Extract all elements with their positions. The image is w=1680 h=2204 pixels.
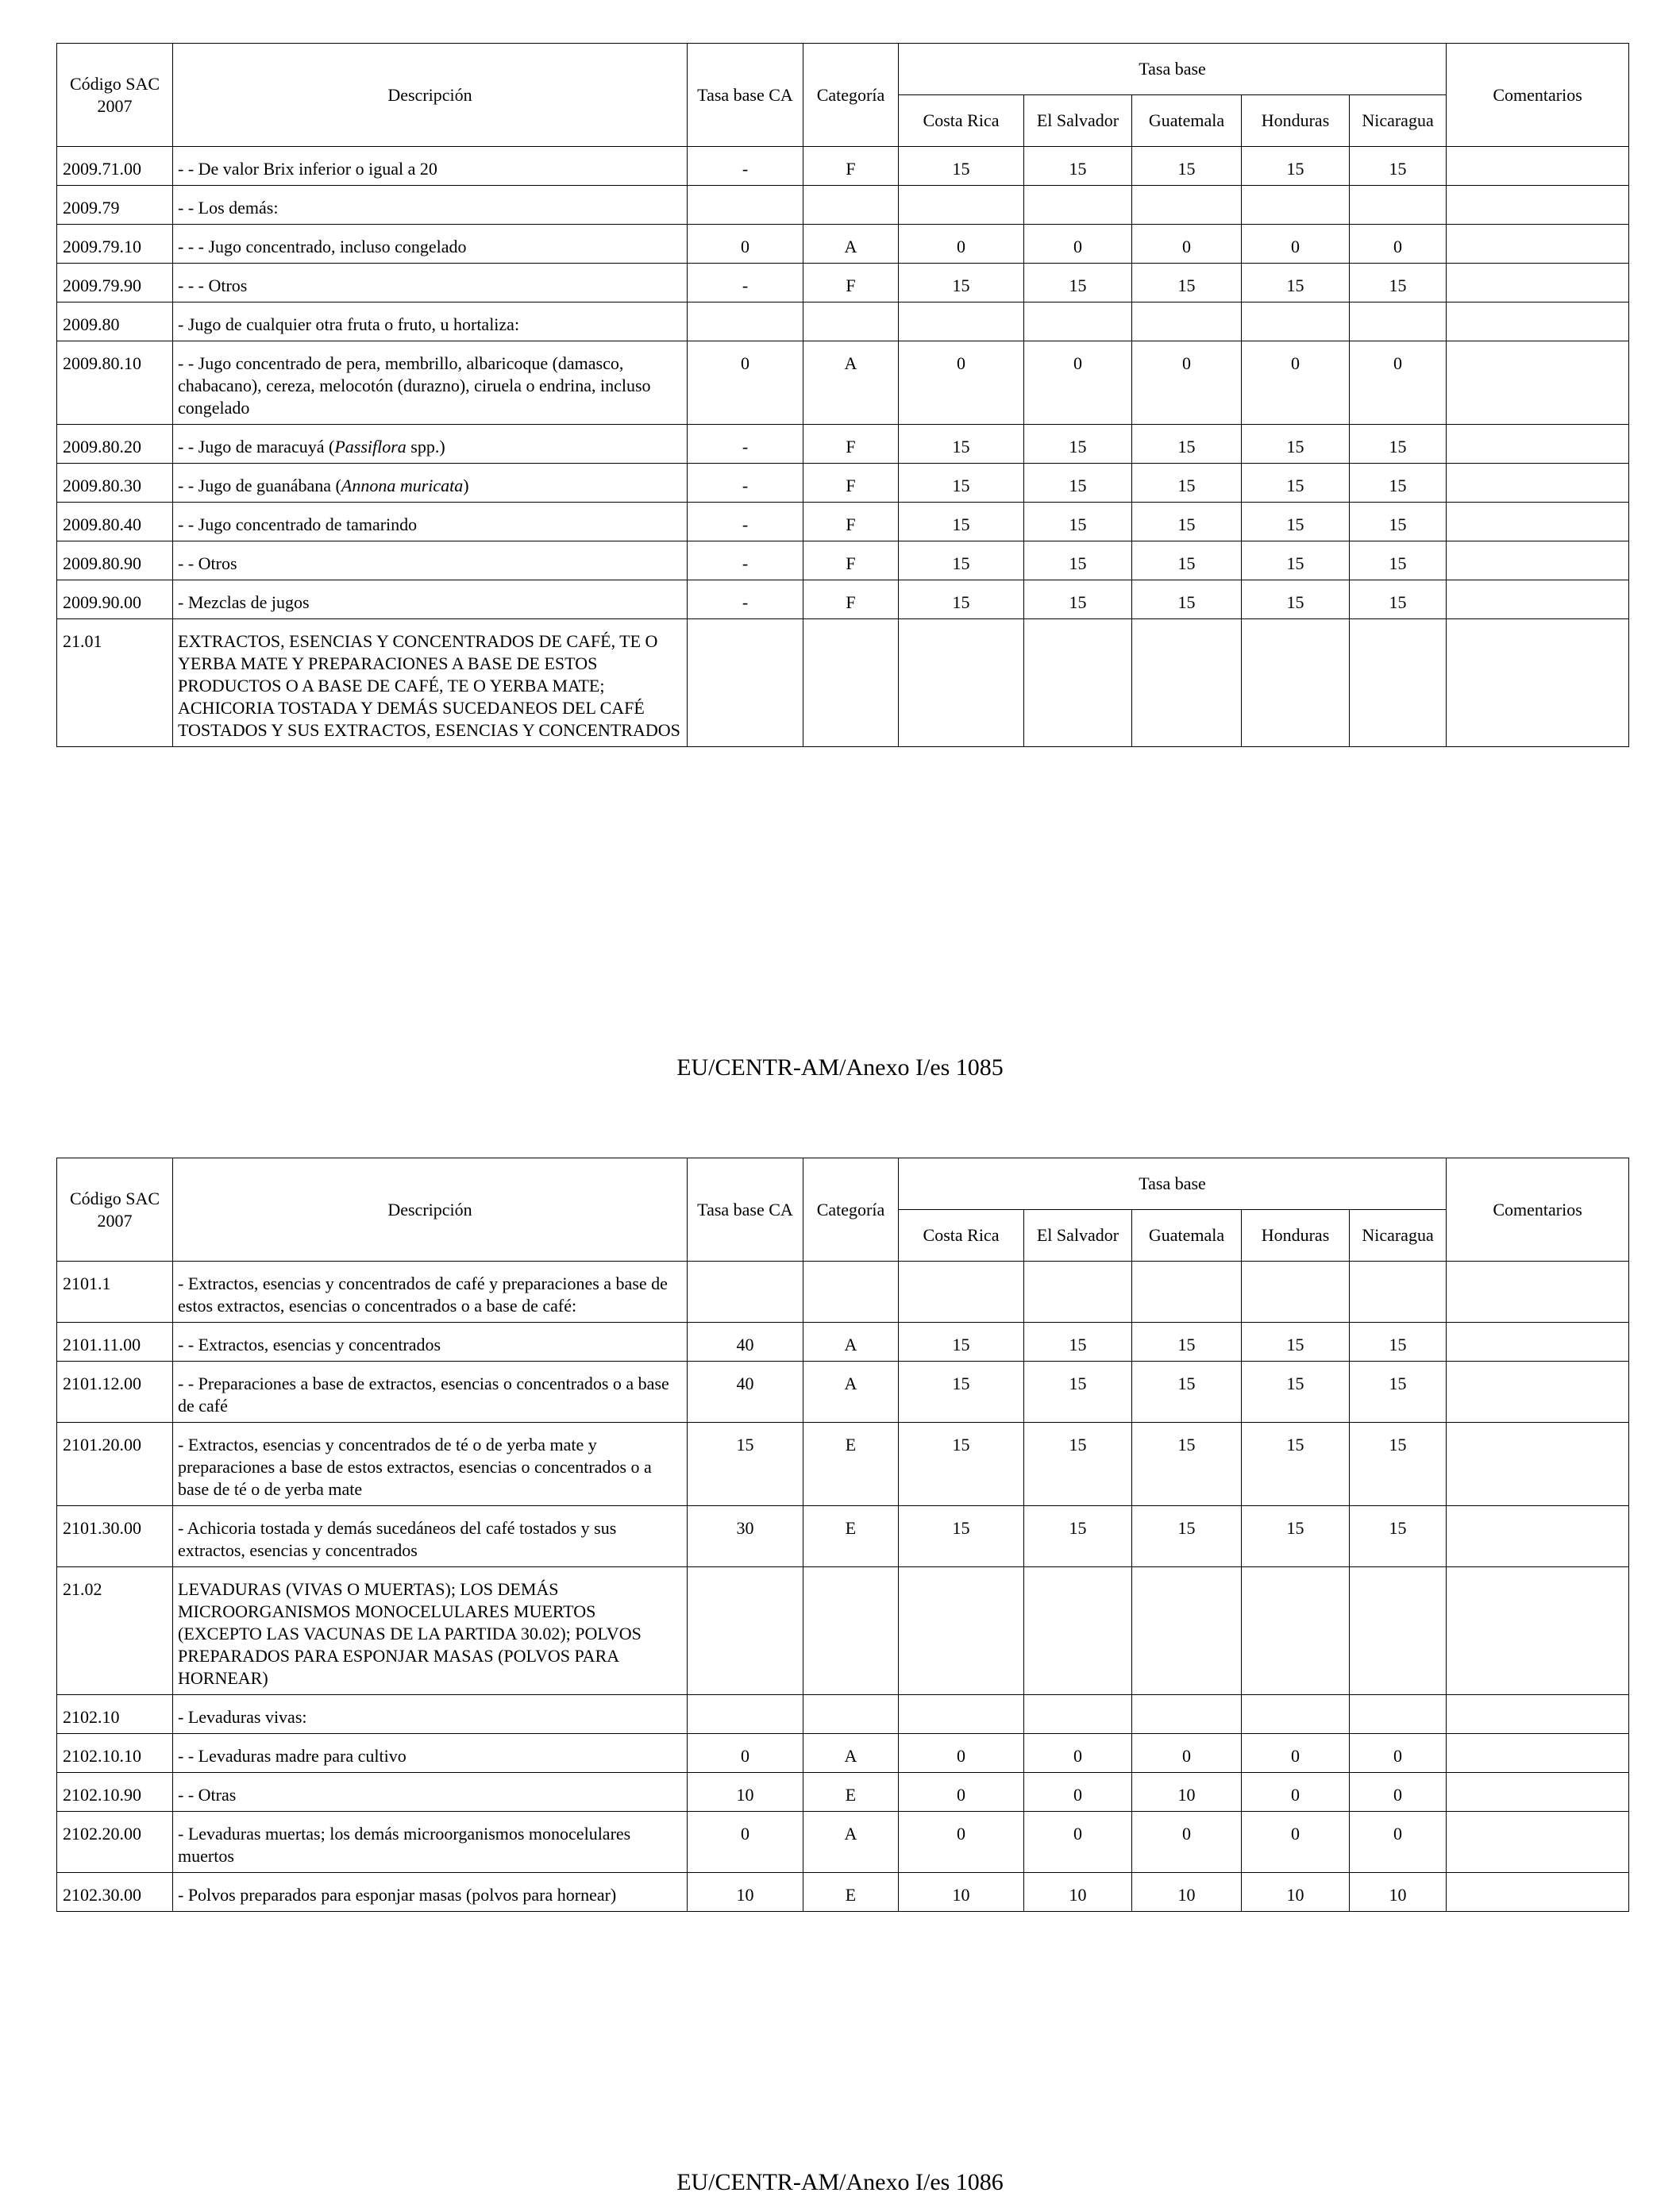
cell-guatemala: 0 (1132, 225, 1242, 264)
table-row (57, 619, 1629, 747)
cell-guatemala: 15 (1132, 503, 1242, 541)
table-row (57, 302, 1629, 341)
cell-guatemala (1132, 302, 1242, 341)
header-costa-rica: Costa Rica (899, 1210, 1024, 1262)
table-body-1 (57, 147, 1629, 747)
table-row (57, 464, 1629, 503)
cell-guatemala: 10 (1132, 1873, 1242, 1912)
cell-tasa-base-ca: 0 (688, 1734, 803, 1773)
cell-tasa-base-ca: 10 (688, 1873, 803, 1912)
table-row (57, 1695, 1629, 1734)
cell-description: - - Los demás: (173, 186, 688, 225)
scientific-name: Passiflora (334, 437, 407, 457)
cell-nicaragua: 10 (1350, 1873, 1447, 1912)
cell-comentarios (1447, 1773, 1629, 1812)
cell-el-salvador: 15 (1024, 147, 1132, 186)
table-row (57, 541, 1629, 580)
header-nicaragua: Nicaragua (1350, 1210, 1447, 1262)
header-categoria: Categoría (803, 1158, 899, 1262)
header-honduras: Honduras (1242, 1210, 1350, 1262)
cell-tasa-base-ca (688, 1695, 803, 1734)
cell-el-salvador (1024, 1695, 1132, 1734)
cell-guatemala: 10 (1132, 1773, 1242, 1812)
cell-code: 2102.20.00 (57, 1812, 173, 1873)
cell-code: 2009.80.10 (57, 341, 173, 425)
cell-nicaragua: 15 (1350, 147, 1447, 186)
cell-code: 2009.79 (57, 186, 173, 225)
cell-code: 2009.80.30 (57, 464, 173, 503)
cell-description: - - De valor Brix inferior o igual a 20 (173, 147, 688, 186)
cell-nicaragua (1350, 186, 1447, 225)
cell-categoria: A (803, 341, 899, 425)
header-tasa-base: Tasa base (899, 1158, 1447, 1210)
cell-tasa-base-ca: 0 (688, 225, 803, 264)
cell-comentarios (1447, 464, 1629, 503)
cell-honduras: 10 (1242, 1873, 1350, 1912)
table-row (57, 341, 1629, 425)
cell-categoria: F (803, 541, 899, 580)
cell-description (173, 464, 688, 503)
cell-description: - Polvos preparados para esponjar masas (polvos para hornear) (173, 1873, 688, 1912)
cell-guatemala: 15 (1132, 580, 1242, 619)
cell-costa-rica: 0 (899, 1734, 1024, 1773)
cell-costa-rica: 15 (899, 464, 1024, 503)
table-row (57, 1362, 1629, 1423)
page-footer-1085: EU/CENTR-AM/Anexo I/es 1085 (676, 1054, 1004, 1081)
cell-description: - - - Jugo concentrado, incluso congelado (173, 225, 688, 264)
cell-code: 21.02 (57, 1567, 173, 1695)
cell-categoria: A (803, 1362, 899, 1423)
cell-code: 2101.1 (57, 1262, 173, 1323)
scientific-name: Annona muricata (341, 476, 464, 495)
header-categoria: Categoría (803, 44, 899, 147)
cell-nicaragua: 15 (1350, 464, 1447, 503)
cell-comentarios (1447, 541, 1629, 580)
cell-costa-rica: 15 (899, 503, 1024, 541)
cell-code: 2009.90.00 (57, 580, 173, 619)
cell-el-salvador: 0 (1024, 225, 1132, 264)
header-comentarios: Comentarios (1447, 44, 1629, 147)
cell-description: LEVADURAS (VIVAS O MUERTAS); LOS DEMÁS MICROORGANISMOS MONOCELULARES MUERTOS (EXCEPTO LAS VACUNAS DE LA PARTIDA 30.02); POLVOS PREPARADOS PARA ESPONJAR MASAS (POLVOS PARA HORNEAR) (173, 1567, 688, 1695)
cell-tasa-base-ca: 0 (688, 341, 803, 425)
table-row (57, 1423, 1629, 1506)
cell-el-salvador: 15 (1024, 264, 1132, 302)
cell-comentarios (1447, 186, 1629, 225)
cell-code: 2102.10 (57, 1695, 173, 1734)
cell-description: - - Levaduras madre para cultivo (173, 1734, 688, 1773)
cell-categoria: A (803, 1323, 899, 1362)
cell-categoria: F (803, 580, 899, 619)
cell-description: EXTRACTOS, ESENCIAS Y CONCENTRADOS DE CAFÉ, TE O YERBA MATE Y PREPARACIONES A BASE DE ESTOS PRODUCTOS O A BASE DE CAFÉ, TE O YERBA MATE; ACHICORIA TOSTADA Y DEMÁS SUCEDANEOS DEL CAFÉ TOSTADOS Y SUS EXTRACTOS, ESENCIAS Y CONCENTRADOS (173, 619, 688, 747)
cell-costa-rica: 0 (899, 225, 1024, 264)
cell-guatemala: 15 (1132, 147, 1242, 186)
cell-tasa-base-ca (688, 186, 803, 225)
cell-description: - - Otros (173, 541, 688, 580)
table-row (57, 1323, 1629, 1362)
cell-comentarios (1447, 1506, 1629, 1567)
cell-el-salvador: 15 (1024, 503, 1132, 541)
cell-el-salvador (1024, 1567, 1132, 1695)
cell-el-salvador: 15 (1024, 1362, 1132, 1423)
cell-guatemala: 15 (1132, 264, 1242, 302)
cell-description: - Jugo de cualquier otra fruta o fruto, u hortaliza: (173, 302, 688, 341)
table-row (57, 503, 1629, 541)
cell-guatemala: 0 (1132, 1812, 1242, 1873)
cell-categoria (803, 1262, 899, 1323)
cell-nicaragua: 0 (1350, 341, 1447, 425)
cell-costa-rica (899, 302, 1024, 341)
cell-costa-rica: 15 (899, 1323, 1024, 1362)
cell-categoria: E (803, 1773, 899, 1812)
cell-code: 2009.80.20 (57, 425, 173, 464)
cell-guatemala: 0 (1132, 341, 1242, 425)
cell-el-salvador: 0 (1024, 341, 1132, 425)
cell-nicaragua: 15 (1350, 1423, 1447, 1506)
cell-nicaragua (1350, 619, 1447, 747)
cell-el-salvador: 15 (1024, 425, 1132, 464)
table-row (57, 1734, 1629, 1773)
cell-costa-rica: 15 (899, 147, 1024, 186)
cell-comentarios (1447, 503, 1629, 541)
cell-nicaragua: 0 (1350, 1773, 1447, 1812)
cell-honduras (1242, 1262, 1350, 1323)
desc-text: - - Jugo de guanábana ( (178, 476, 341, 495)
header-tasa-base-ca: Tasa base CA (688, 1158, 803, 1262)
cell-comentarios (1447, 341, 1629, 425)
cell-description: - - Jugo concentrado de tamarindo (173, 503, 688, 541)
cell-description: - Levaduras muertas; los demás microorganismos monocelulares muertos (173, 1812, 688, 1873)
table-body-2 (57, 1262, 1629, 1912)
cell-guatemala: 15 (1132, 541, 1242, 580)
cell-nicaragua: 15 (1350, 264, 1447, 302)
cell-categoria: A (803, 225, 899, 264)
cell-tasa-base-ca: - (688, 464, 803, 503)
cell-tasa-base-ca: 0 (688, 1812, 803, 1873)
cell-honduras: 15 (1242, 147, 1350, 186)
cell-costa-rica: 15 (899, 541, 1024, 580)
cell-honduras: 15 (1242, 1423, 1350, 1506)
cell-honduras: 15 (1242, 425, 1350, 464)
cell-tasa-base-ca: - (688, 425, 803, 464)
cell-costa-rica (899, 1695, 1024, 1734)
cell-costa-rica: 10 (899, 1873, 1024, 1912)
header-descripcion: Descripción (173, 1158, 688, 1262)
cell-honduras (1242, 1567, 1350, 1695)
page-footer-1086: EU/CENTR-AM/Anexo I/es 1086 (676, 2169, 1004, 2195)
table-row (57, 1506, 1629, 1567)
cell-tasa-base-ca: - (688, 147, 803, 186)
cell-tasa-base-ca: 15 (688, 1423, 803, 1506)
cell-el-salvador (1024, 186, 1132, 225)
cell-comentarios (1447, 1323, 1629, 1362)
cell-tasa-base-ca (688, 619, 803, 747)
cell-code: 2102.10.10 (57, 1734, 173, 1773)
cell-comentarios (1447, 619, 1629, 747)
cell-guatemala (1132, 1567, 1242, 1695)
cell-costa-rica: 0 (899, 1812, 1024, 1873)
cell-honduras (1242, 1695, 1350, 1734)
table-row (57, 425, 1629, 464)
cell-costa-rica: 0 (899, 341, 1024, 425)
cell-el-salvador: 15 (1024, 1506, 1132, 1567)
cell-tasa-base-ca: 10 (688, 1773, 803, 1812)
header-guatemala: Guatemala (1132, 95, 1242, 147)
cell-comentarios (1447, 1812, 1629, 1873)
cell-honduras: 0 (1242, 1812, 1350, 1873)
cell-description: - - Extractos, esencias y concentrados (173, 1323, 688, 1362)
cell-honduras: 15 (1242, 264, 1350, 302)
cell-comentarios (1447, 425, 1629, 464)
table-row (57, 1873, 1629, 1912)
cell-guatemala (1132, 1262, 1242, 1323)
cell-nicaragua (1350, 1262, 1447, 1323)
cell-nicaragua: 15 (1350, 503, 1447, 541)
cell-honduras: 0 (1242, 1734, 1350, 1773)
header-honduras: Honduras (1242, 95, 1350, 147)
cell-costa-rica: 0 (899, 1773, 1024, 1812)
cell-categoria: E (803, 1873, 899, 1912)
cell-categoria: F (803, 425, 899, 464)
cell-guatemala: 15 (1132, 425, 1242, 464)
cell-el-salvador: 15 (1024, 541, 1132, 580)
table-row (57, 147, 1629, 186)
table-row (57, 186, 1629, 225)
header-descripcion: Descripción (173, 44, 688, 147)
cell-guatemala: 15 (1132, 1362, 1242, 1423)
cell-nicaragua: 15 (1350, 425, 1447, 464)
cell-costa-rica: 15 (899, 425, 1024, 464)
cell-honduras: 15 (1242, 580, 1350, 619)
cell-nicaragua: 0 (1350, 1812, 1447, 1873)
cell-description: - - Otras (173, 1773, 688, 1812)
cell-code: 2101.20.00 (57, 1423, 173, 1506)
desc-text: ) (463, 476, 469, 495)
cell-categoria: F (803, 503, 899, 541)
cell-nicaragua: 15 (1350, 1362, 1447, 1423)
cell-honduras (1242, 619, 1350, 747)
cell-tasa-base-ca: - (688, 503, 803, 541)
cell-comentarios (1447, 225, 1629, 264)
cell-categoria: F (803, 464, 899, 503)
cell-tasa-base-ca: - (688, 541, 803, 580)
cell-tasa-base-ca: 40 (688, 1362, 803, 1423)
cell-comentarios (1447, 1734, 1629, 1773)
cell-nicaragua: 15 (1350, 1506, 1447, 1567)
cell-el-salvador (1024, 1262, 1132, 1323)
header-guatemala: Guatemala (1132, 1210, 1242, 1262)
table-row (57, 1567, 1629, 1695)
cell-code: 2009.80.40 (57, 503, 173, 541)
cell-code: 2009.71.00 (57, 147, 173, 186)
cell-costa-rica (899, 619, 1024, 747)
cell-comentarios (1447, 1567, 1629, 1695)
cell-costa-rica (899, 1262, 1024, 1323)
cell-code: 2101.11.00 (57, 1323, 173, 1362)
tariff-table-1 (56, 43, 1629, 747)
cell-tasa-base-ca (688, 302, 803, 341)
cell-nicaragua: 0 (1350, 1734, 1447, 1773)
header-costa-rica: Costa Rica (899, 95, 1024, 147)
cell-categoria (803, 186, 899, 225)
cell-comentarios (1447, 264, 1629, 302)
cell-nicaragua: 0 (1350, 225, 1447, 264)
cell-comentarios (1447, 1262, 1629, 1323)
cell-guatemala (1132, 1695, 1242, 1734)
cell-categoria (803, 619, 899, 747)
table-row (57, 1262, 1629, 1323)
table-row (57, 225, 1629, 264)
cell-costa-rica (899, 186, 1024, 225)
cell-comentarios (1447, 1695, 1629, 1734)
cell-honduras: 15 (1242, 1362, 1350, 1423)
cell-description (173, 425, 688, 464)
cell-honduras: 15 (1242, 1323, 1350, 1362)
cell-honduras: 0 (1242, 225, 1350, 264)
cell-categoria: E (803, 1506, 899, 1567)
header-codigo: Código SAC 2007 (57, 1158, 173, 1262)
cell-code: 2101.30.00 (57, 1506, 173, 1567)
cell-comentarios (1447, 302, 1629, 341)
header-el-salvador: El Salvador (1024, 1210, 1132, 1262)
header-tasa-base: Tasa base (899, 44, 1447, 95)
cell-description: - - Preparaciones a base de extractos, esencias o concentrados o a base de café (173, 1362, 688, 1423)
cell-comentarios (1447, 1362, 1629, 1423)
cell-costa-rica (899, 1567, 1024, 1695)
header-tasa-base-ca: Tasa base CA (688, 44, 803, 147)
cell-description: - - - Otros (173, 264, 688, 302)
header-el-salvador: El Salvador (1024, 95, 1132, 147)
cell-honduras: 15 (1242, 541, 1350, 580)
cell-categoria: F (803, 264, 899, 302)
cell-costa-rica: 15 (899, 1362, 1024, 1423)
cell-nicaragua (1350, 1695, 1447, 1734)
cell-comentarios (1447, 580, 1629, 619)
cell-description: - Extractos, esencias y concentrados de café y preparaciones a base de estos extractos, esencias o concentrados o a base de café: (173, 1262, 688, 1323)
cell-description: - - Jugo concentrado de pera, membrillo, albaricoque (damasco, chabacano), cereza, melocotón (durazno), ciruela o endrina, incluso congelado (173, 341, 688, 425)
desc-text: spp.) (406, 437, 445, 457)
cell-nicaragua (1350, 1567, 1447, 1695)
header-comentarios: Comentarios (1447, 1158, 1629, 1262)
cell-code: 2009.79.10 (57, 225, 173, 264)
table-row (57, 1812, 1629, 1873)
cell-categoria (803, 1695, 899, 1734)
cell-el-salvador (1024, 302, 1132, 341)
cell-costa-rica: 15 (899, 264, 1024, 302)
cell-guatemala: 0 (1132, 1734, 1242, 1773)
cell-honduras (1242, 302, 1350, 341)
cell-comentarios (1447, 1873, 1629, 1912)
header-nicaragua: Nicaragua (1350, 95, 1447, 147)
cell-honduras: 15 (1242, 464, 1350, 503)
table-row (57, 264, 1629, 302)
cell-costa-rica: 15 (899, 580, 1024, 619)
cell-el-salvador: 0 (1024, 1812, 1132, 1873)
cell-el-salvador: 0 (1024, 1734, 1132, 1773)
desc-text: - - Jugo de maracuyá ( (178, 437, 335, 457)
cell-code: 2009.80.90 (57, 541, 173, 580)
cell-code: 2102.30.00 (57, 1873, 173, 1912)
cell-nicaragua (1350, 302, 1447, 341)
cell-nicaragua: 15 (1350, 541, 1447, 580)
table-row (57, 1773, 1629, 1812)
cell-guatemala: 15 (1132, 1506, 1242, 1567)
cell-code: 2101.12.00 (57, 1362, 173, 1423)
cell-categoria: E (803, 1423, 899, 1506)
cell-honduras: 0 (1242, 1773, 1350, 1812)
cell-guatemala: 15 (1132, 1423, 1242, 1506)
cell-guatemala (1132, 186, 1242, 225)
cell-code: 21.01 (57, 619, 173, 747)
cell-guatemala: 15 (1132, 464, 1242, 503)
header-codigo: Código SAC 2007 (57, 44, 173, 147)
cell-description: - Extractos, esencias y concentrados de té o de yerba mate y preparaciones a base de estos extractos, esencias o concentrados o a base de té o de yerba mate (173, 1423, 688, 1506)
cell-comentarios (1447, 147, 1629, 186)
cell-el-salvador (1024, 619, 1132, 747)
cell-honduras (1242, 186, 1350, 225)
cell-el-salvador: 0 (1024, 1773, 1132, 1812)
cell-honduras: 15 (1242, 1506, 1350, 1567)
cell-comentarios (1447, 1423, 1629, 1506)
cell-tasa-base-ca: 30 (688, 1506, 803, 1567)
cell-costa-rica: 15 (899, 1506, 1024, 1567)
cell-description: - Achicoria tostada y demás sucedáneos del café tostados y sus extractos, esencias y concentrados (173, 1506, 688, 1567)
cell-nicaragua: 15 (1350, 1323, 1447, 1362)
cell-el-salvador: 15 (1024, 464, 1132, 503)
cell-tasa-base-ca (688, 1567, 803, 1695)
cell-code: 2009.79.90 (57, 264, 173, 302)
cell-el-salvador: 15 (1024, 1323, 1132, 1362)
cell-costa-rica: 15 (899, 1423, 1024, 1506)
cell-el-salvador: 15 (1024, 1423, 1132, 1506)
cell-honduras: 0 (1242, 341, 1350, 425)
table-row (57, 580, 1629, 619)
cell-honduras: 15 (1242, 503, 1350, 541)
cell-nicaragua: 15 (1350, 580, 1447, 619)
cell-guatemala (1132, 619, 1242, 747)
cell-categoria (803, 302, 899, 341)
cell-code: 2009.80 (57, 302, 173, 341)
cell-categoria: A (803, 1812, 899, 1873)
cell-description: - Mezclas de jugos (173, 580, 688, 619)
cell-tasa-base-ca: - (688, 264, 803, 302)
cell-categoria: F (803, 147, 899, 186)
cell-guatemala: 15 (1132, 1323, 1242, 1362)
cell-categoria (803, 1567, 899, 1695)
cell-categoria: A (803, 1734, 899, 1773)
cell-tasa-base-ca (688, 1262, 803, 1323)
cell-tasa-base-ca: - (688, 580, 803, 619)
cell-el-salvador: 15 (1024, 580, 1132, 619)
tariff-table-2 (56, 1158, 1629, 1912)
cell-code: 2102.10.90 (57, 1773, 173, 1812)
cell-description: - Levaduras vivas: (173, 1695, 688, 1734)
cell-el-salvador: 10 (1024, 1873, 1132, 1912)
cell-tasa-base-ca: 40 (688, 1323, 803, 1362)
